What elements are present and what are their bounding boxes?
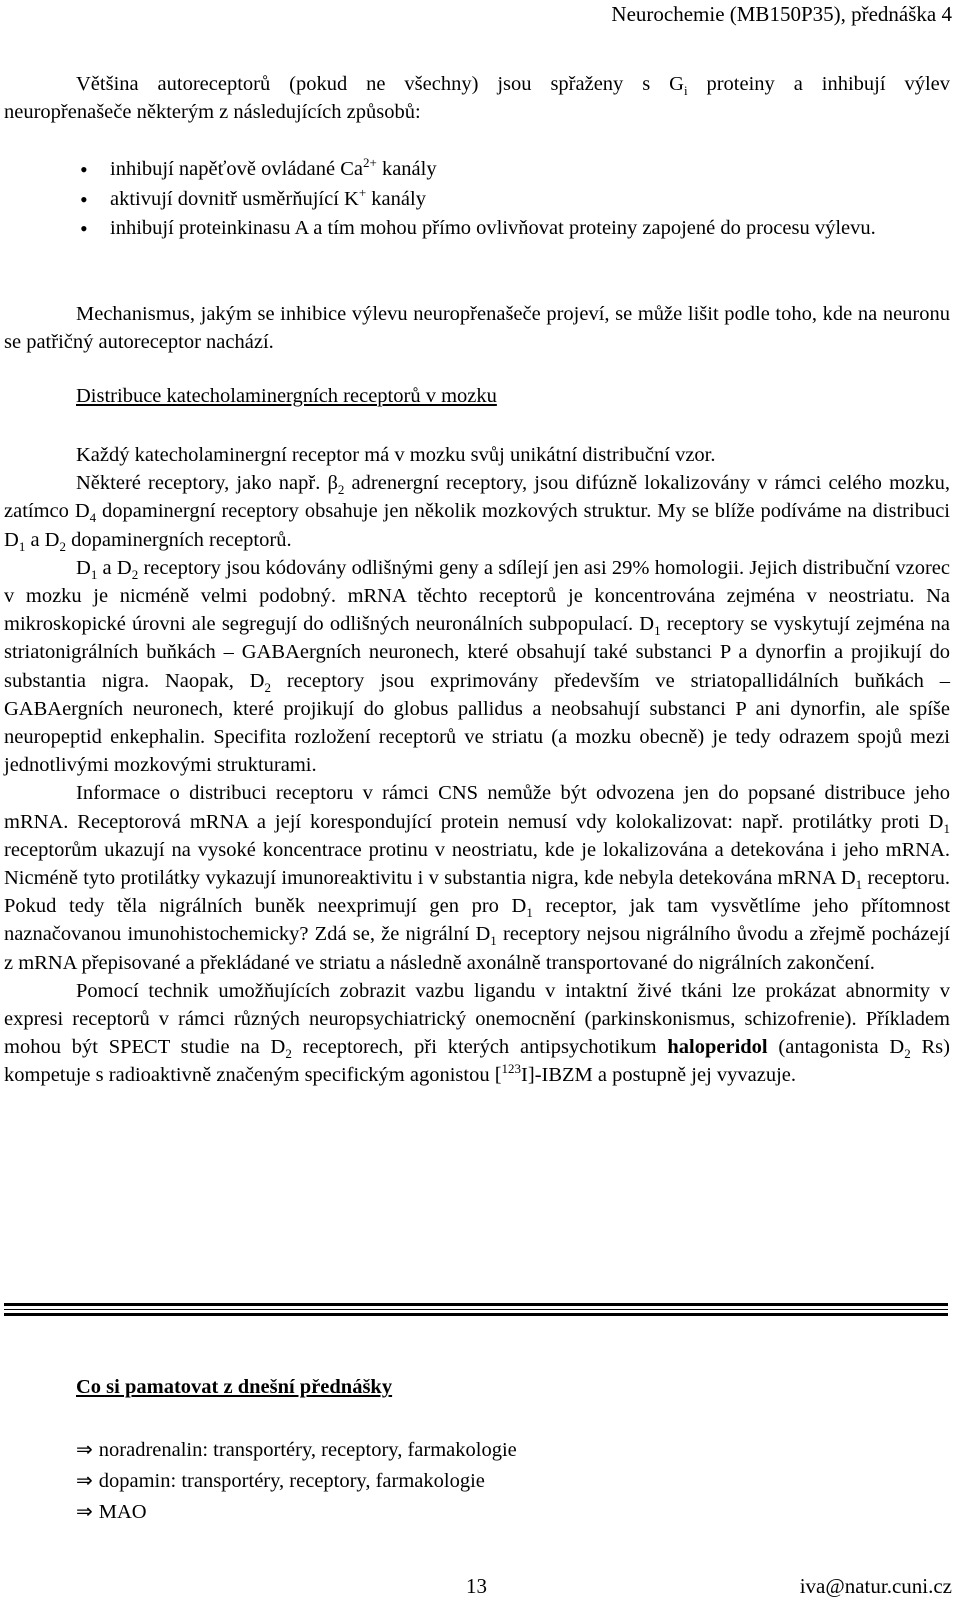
list-item: • inhibují proteinkinasu A a tím mohou přímo ovlivňovat proteiny zapojené do procesu výlevu.: [110, 214, 950, 244]
paragraph: Pomocí technik umožňujících zobrazit vazbu ligandu v intaktní živé tkáni lze prokázat abnormity v expresi receptorů v rámci různých neuropsychiatrický onemocnění (parkinskonismus, schizofrenie). Příkladem mohou být SPECT studie na $D_2$ receptorech, při kterých antipsychotikum haloperidol (antagonista $D_2$ Rs) kompetuje s radioaktivně značeným specifickým agonistou [$^{123}$I]-IBZM a postupně jej vyvazuje.: [4, 979, 950, 1087]
sentence: Každý katecholaminergní receptor má v mozku svůj unikátní distribuční vzor.: [76, 444, 716, 466]
summary-heading: Co si pamatovat z dnešní přednášky: [76, 1376, 393, 1398]
summary-list: [76, 1434, 517, 1527]
bullet-list: [110, 155, 950, 244]
paragraph: Informace o distribuci receptoru v rámci CNS nemůže být odvozena jen do popsané distribuce jeho mRNA. Receptorová mRNA a její korespondující protein nemusí vdy kolokalizovat: např. protilátky proti $D_1$ receptorům ukazují na vysoké koncentrace protinu v neostriatu, kde je lokalizována a detekována i jeho mRNA. Nicméně tyto protilátky vykazují imunoreaktivitu i v substantia nigra, kde nebyla detekována mRNA $D_1$ receptoru. Pokud tedy těla nigrálních buněk neexprimují gen pro $D_1$ receptor, jak tam vysvětlíme jeho přítomnost naznačovanou imunohistochemicky? Zdá se, že nigrální $D_1$ receptory nejsou nigrálního ůvodu a zřejmě pocházejí z mRNA přepisované a překládané ve striatu a následně axonálně transportované do nigrálních zakončení.: [4, 782, 951, 974]
intro-paragraph: Většina autoreceptorů (pokud ne všechny) jsou spřaženy s $G_i$ proteiny a inhibují výlev neuropřenašeče některým z následujících způsobů:: [4, 73, 950, 123]
mechanism-paragraph: Mechanismus, jakým se inhibice výlevu neuropřenašeče projeví, se může lišit podle toho, kde na neuronu se patřičný autoreceptor nachází.: [4, 303, 950, 353]
paragraph: Některé receptory, jako např. $\beta_2$ adrenergní receptory, jsou difúzně lokalizovány v rámci celého mozku, zatímco $D_4$ dopaminergní receptory obsahuje jen několik mozkových struktur. My se blíže podíváme na distribuci $D_1$ a $D_2$ dopaminergních receptorů.: [4, 472, 950, 554]
list-item: ⇒ MAO: [76, 1496, 517, 1527]
section-heading: Distribuce katecholaminergních receptorů v mozku: [76, 385, 497, 407]
list-item: • aktivují dovnitř usměrňující K+ kanály: [110, 185, 950, 215]
paragraph: $D_1$ a $D_2$ receptory jsou kódovány odlišnými geny a sdílejí jen asi 29% homologii. Jejich distribuční vzorec v mozku je nicméně velmi podobný. mRNA těchto receptorů je koncentrována zejména v neostriatu. Na mikroskopické úrovni ale segregují do odlišných neuronálních subpopulací. $D_1$ receptory se vyskytují zejména na striatonigrálních buňkách – GABAergních neuronech, které obsahují také substanci P a dynorfin a projikují do substantia nigra. Naopak, $D_2$ receptory jsou exprimovány především ve striatopallidálních buňkách – GABAergních neuronech, které projikují do globus pallidus a neobsahují substanci P ani dynorfin, ale spíše neuropeptid enkephalin. Specifita rozložení receptorů ve striatu (a mozku obecně) je tedy odrazem spojů mezi jednotlivými mozkovými strukturami.: [4, 556, 950, 777]
running-header: Neurochemie (MB150P35), přednáška 4: [611, 2, 952, 26]
page-number: 13: [466, 1574, 487, 1598]
divider: [4, 1303, 948, 1306]
main-body: [4, 441, 950, 1090]
divider: [4, 1313, 948, 1316]
author-email: iva@natur.cuni.cz: [799, 1574, 952, 1598]
list-item: ⇒ noradrenalin: transportéry, receptory, farmakologie: [76, 1434, 517, 1465]
divider: [4, 1309, 948, 1310]
list-item: • inhibují napěťově ovládané $Ca^{2+}$ kanály: [110, 155, 950, 185]
list-item: ⇒ dopamin: transportéry, receptory, farmakologie: [76, 1465, 517, 1496]
